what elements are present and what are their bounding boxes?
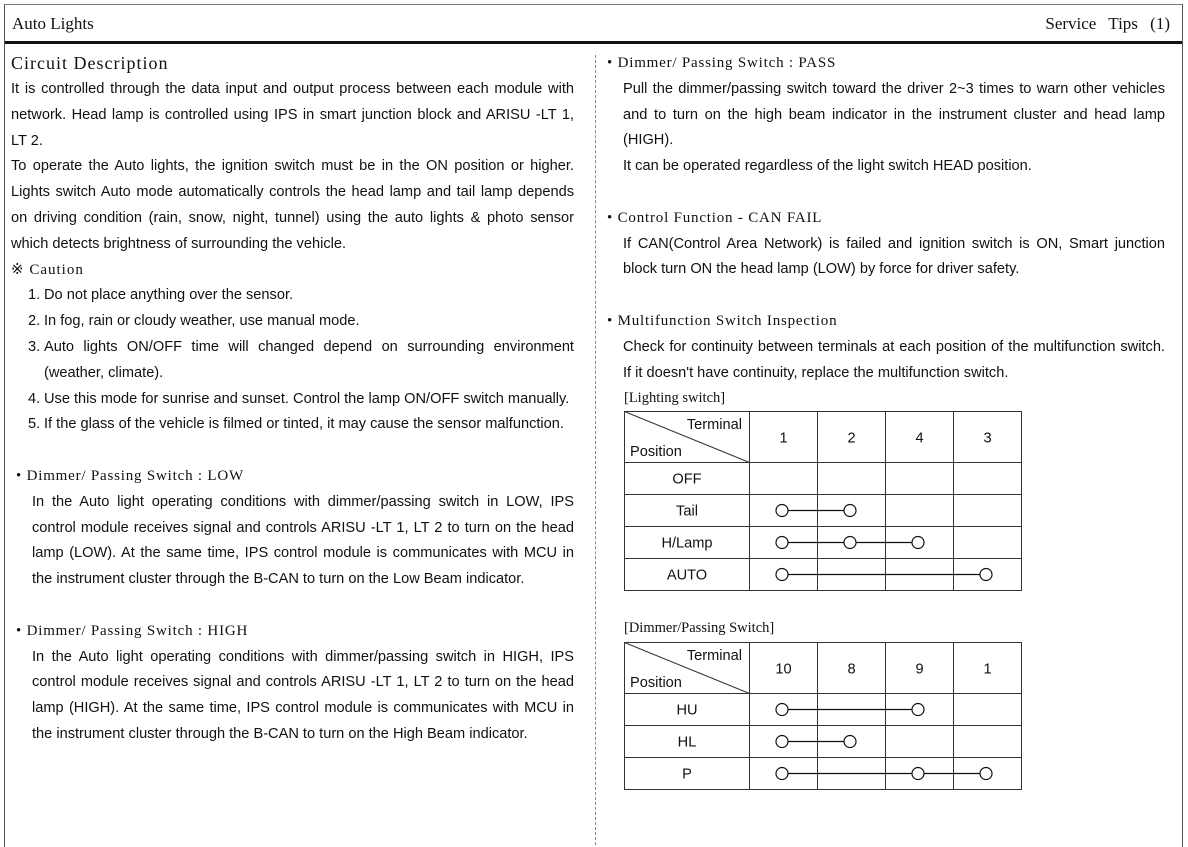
list-item [11, 309, 574, 335]
list-number: 1. [28, 287, 41, 304]
low-text: In the Auto light operating conditions with dimmer/passing switch in LOW, IPS control module receives signal and controls ARISU -LT 1, LT 2 to turn on the head lamp (LOW). At the same time, IPS control module is communicates with MCU in the instrument cluster through the B-CAN to turn on the Low Beam indicator. [32, 493, 574, 588]
multifunction-heading: • Multifunction Switch Inspection [607, 312, 838, 329]
terminal-2: 2 [847, 430, 856, 447]
paragraph-2: To operate the Auto lights, the ignition switch must be in the ON position or higher. Lights switch Auto mode automatically controls the head lamp and tail lamp depends on driving condition (rain, snow, night, tunnel) using the auto lights & photo sensor which detects brightness of surrounding the vehicle. [11, 158, 574, 252]
dimmer_table-grid [624, 642, 1022, 790]
high-text: In the Auto light operating conditions with dimmer/passing switch in HIGH, IPS control module receives signal and controls ARISU -LT 1, LT 2 to turn on the head lamp (HIGH). At the same time, IPS control module is communicates with MCU in the instrument cluster through the B-CAN to turn on the High Beam indicator. [32, 648, 574, 742]
continuity-node [776, 505, 788, 517]
terminal-label: Terminal [686, 417, 742, 433]
right-column [607, 49, 1165, 386]
low-heading: • Dimmer/ Passing Switch : LOW [16, 467, 244, 484]
table-border [625, 412, 1022, 591]
position-h-lamp: H/Lamp [661, 535, 713, 552]
list-item [11, 412, 574, 438]
terminal-4: 4 [915, 430, 924, 447]
pass-text: Pull the dimmer/passing switch toward the driver 2~3 times to warn other vehicles and to turn on the high beam indicator in the instrument cluster and head lamp (HIGH). [623, 80, 1165, 149]
continuity-node [980, 768, 992, 780]
dimmer-switch-table [624, 642, 1022, 795]
circuit-description-heading: Circuit Description [11, 53, 169, 73]
position-p: P [682, 766, 692, 783]
list-text: If the glass of the vehicle is filmed or tinted, it may cause the sensor malfunction. [44, 416, 564, 433]
list-text: Use this mode for sunrise and sunset. Control the lamp ON/OFF switch manually. [44, 390, 570, 407]
position-auto: AUTO [666, 567, 708, 584]
list-item [11, 387, 574, 413]
continuity-node [844, 537, 856, 549]
lighting-table-caption: [Lighting switch] [624, 390, 726, 406]
multifunction-text: Check for continuity between terminals at each position of the multifunction switch. If it doesn't have continuity, replace the multifunction switch. [623, 338, 1165, 381]
continuity-node [776, 569, 788, 581]
lighting_table-grid [624, 411, 1022, 591]
header-bar [5, 5, 1182, 44]
list-item [11, 335, 574, 387]
caution-heading: ※ Caution [11, 261, 84, 278]
continuity-node [776, 537, 788, 549]
terminal-1: 1 [779, 430, 788, 447]
paragraph-1: It is controlled through the data input and output process between each module with network. Head lamp is controlled using IPS in smart junction block and ARISU -LT 1, LT 2. [11, 81, 574, 149]
caution-list [11, 283, 574, 438]
left-column [11, 49, 574, 748]
list-number: 3. [28, 338, 41, 355]
pass-heading: • Dimmer/ Passing Switch : PASS [607, 55, 837, 71]
list-item [11, 283, 574, 309]
can-fail-text: If CAN(Control Area Network) is failed and ignition switch is ON, Smart junction block turn ON the head lamp (LOW) by force for driver safety. [623, 235, 1165, 278]
list-text: Auto lights ON/OFF time will changed depend on surrounding environment (weather, climate). [44, 338, 574, 381]
position-off: OFF [672, 471, 702, 488]
terminal-label: Terminal [686, 648, 742, 664]
lighting-switch-table [624, 411, 1022, 596]
continuity-node [776, 704, 788, 716]
list-text: Do not place anything over the sensor. [44, 287, 294, 304]
dimmer-table-caption: [Dimmer/Passing Switch] [624, 620, 775, 636]
can-fail-heading: • Control Function - CAN FAIL [607, 209, 823, 226]
list-number: 2. [28, 313, 41, 330]
continuity-node [980, 569, 992, 581]
continuity-node [776, 768, 788, 780]
service-tips-label: Service Tips (1) [1045, 14, 1170, 33]
high-heading: • Dimmer/ Passing Switch : HIGH [16, 622, 249, 639]
continuity-node [844, 736, 856, 748]
terminal-3: 3 [983, 430, 992, 447]
position-label: Position [630, 675, 682, 691]
terminal-9: 9 [915, 661, 924, 678]
list-number: 4. [28, 390, 41, 407]
page-title: Auto Lights [12, 14, 94, 33]
terminal-8: 8 [847, 661, 856, 678]
column-divider [595, 55, 596, 845]
terminal-10: 10 [775, 661, 792, 678]
pass-text-2: It can be operated regardless of the light switch HEAD position. [623, 158, 1032, 175]
position-tail: Tail [676, 503, 698, 520]
terminal-1: 1 [983, 661, 992, 678]
list-text: In fog, rain or cloudy weather, use manual mode. [44, 313, 360, 330]
continuity-node [912, 537, 924, 549]
continuity-node [844, 505, 856, 517]
list-number: 5. [28, 416, 41, 433]
continuity-node [912, 704, 924, 716]
continuity-node [776, 736, 788, 748]
position-hu: HU [676, 702, 698, 719]
position-label: Position [630, 444, 682, 460]
position-hl: HL [677, 734, 697, 751]
continuity-node [912, 768, 924, 780]
